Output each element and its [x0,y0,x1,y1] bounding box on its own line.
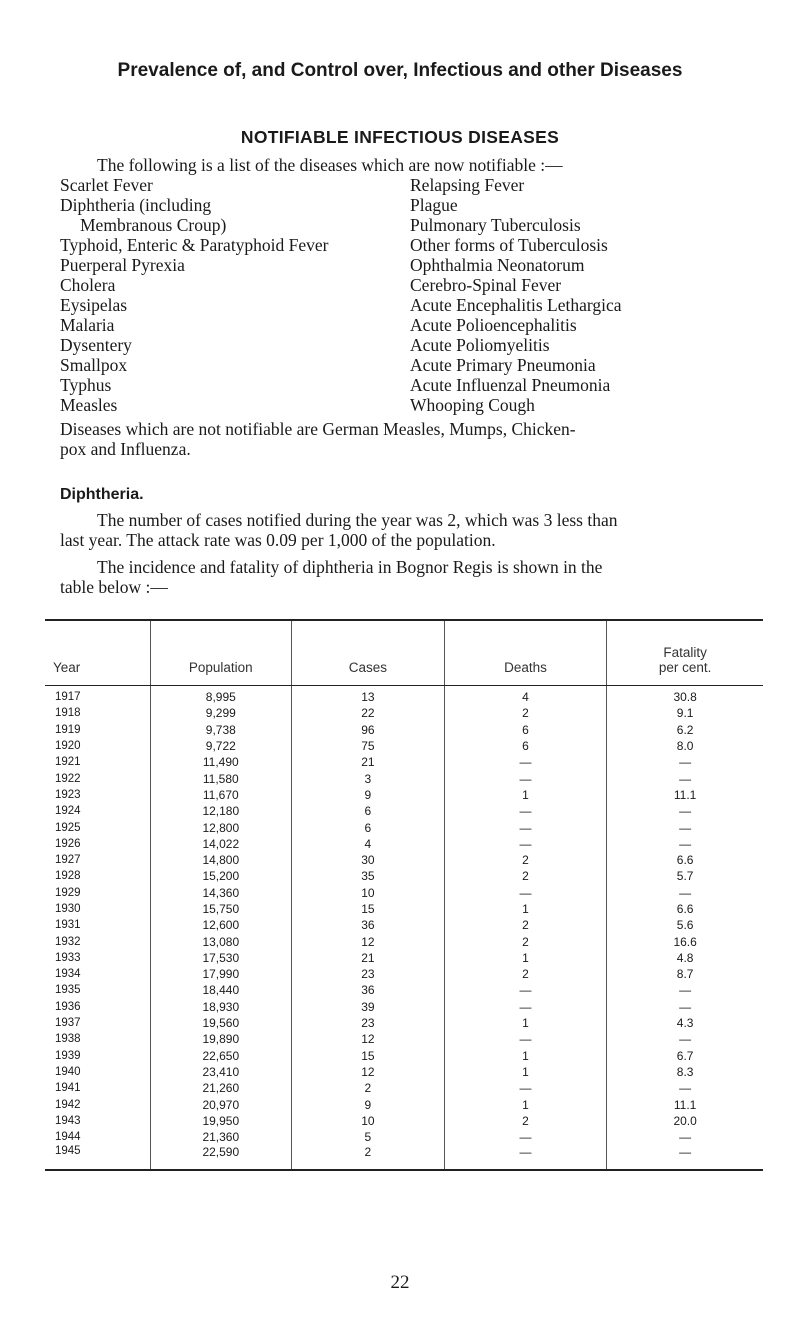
deaths-cell: 1 [444,1064,607,1080]
deaths-cell: — [444,836,607,852]
population-cell: 18,930 [150,999,291,1015]
disease-item: Acute Encephalitis Lethargica [410,295,622,315]
cases-cell: 23 [292,1015,445,1031]
fatality-cell: 11.1 [607,787,763,803]
fatality-cell: — [607,1129,763,1145]
notifiable-diseases-right-column [410,175,622,415]
year-cell: 1932 [55,935,81,948]
population-cell: 8,995 [150,686,291,706]
fatality-header-line: Fatality [663,645,707,660]
table-row [45,1015,763,1031]
disease-item: Puerperal Pyrexia [60,255,185,275]
table-body [45,686,763,1171]
cases-cell: 13 [292,686,445,706]
table-row [45,803,763,819]
year-cell: 1919 [55,723,81,736]
fatality-column-header [607,620,763,686]
year-cell: 1924 [55,805,81,818]
disease-item: Acute Primary Pneumonia [410,355,596,375]
deaths-cell: 1 [444,787,607,803]
cases-cell: 22 [292,705,445,721]
population-column-header: Population [150,620,291,686]
table-row [45,982,763,998]
population-cell: 21,260 [150,1080,291,1096]
deaths-cell: 1 [444,950,607,966]
fatality-header-line: per cent. [658,660,712,675]
year-cell: 1920 [55,740,81,753]
section-title: NOTIFIABLE INFECTIOUS DISEASES [240,127,560,147]
population-cell: 9,299 [150,705,291,721]
fatality-cell: 6.7 [607,1048,763,1064]
table-row [45,966,763,982]
incidence-fatality-table [45,619,763,1171]
deaths-cell: 2 [444,705,607,721]
table-row [45,787,763,803]
year-cell: 1936 [55,1000,81,1013]
cases-cell: 15 [292,901,445,917]
year-cell: 1929 [55,886,81,899]
intro-text: The following is a list of the diseases which are now notifiable :— [97,155,563,175]
diphtheria-table [45,619,763,1171]
cases-cell: 35 [292,868,445,884]
table-row [45,901,763,917]
diphtheria-cases-paragraph [60,510,777,550]
population-cell: 12,180 [150,803,291,819]
cases-cell: 6 [292,803,445,819]
table-row [45,917,763,933]
disease-item: Scarlet Fever [60,175,153,195]
disease-item: Diphtheria (including [60,195,212,215]
year-cell: 1922 [55,772,81,785]
paragraph-line: Diseases which are not notifiable are German Measles, Mumps, Chicken- [60,419,576,439]
table-row [45,1096,763,1112]
fatality-cell: 8.3 [607,1064,763,1080]
table-row [45,868,763,884]
disease-item: Acute Influenzal Pneumonia [410,375,611,395]
fatality-cell: 5.6 [607,917,763,933]
cases-cell: 96 [292,722,445,738]
cases-cell: 15 [292,1048,445,1064]
deaths-cell: 2 [444,852,607,868]
disease-item: Cholera [60,275,116,295]
table-row [45,1064,763,1080]
disease-item: Measles [60,395,118,415]
year-cell: 1925 [55,821,81,834]
year-cell: 1921 [55,756,81,769]
disease-item: Pulmonary Tuberculosis [410,215,581,235]
cases-cell: 30 [292,852,445,868]
fatality-cell: — [607,836,763,852]
cases-cell: 75 [292,738,445,754]
table-row [45,1113,763,1129]
year-cell: 1931 [55,919,81,932]
table-row [45,686,763,706]
cases-cell: 12 [292,933,445,949]
cases-cell: 36 [292,982,445,998]
fatality-cell: — [607,885,763,901]
fatality-cell: 6.6 [607,852,763,868]
fatality-cell: — [607,982,763,998]
table-row [45,1048,763,1064]
paragraph-line: The incidence and fatality of diphtheria in Bognor Regis is shown in the [97,557,603,577]
fatality-cell: — [607,819,763,835]
year-cell: 1923 [55,788,81,801]
population-cell: 14,360 [150,885,291,901]
table-row [45,770,763,786]
cases-cell: 21 [292,950,445,966]
notifiable-diseases-left-column [60,175,329,415]
cases-cell: 23 [292,966,445,982]
disease-item: Other forms of Tuberculosis [410,235,608,255]
disease-item: Whooping Cough [410,395,535,415]
fatality-cell: 16.6 [607,933,763,949]
fatality-cell: 4.3 [607,1015,763,1031]
deaths-cell: 2 [444,933,607,949]
deaths-cell: 2 [444,1113,607,1129]
table-row [45,852,763,868]
deaths-cell: — [444,754,607,770]
year-cell: 1928 [55,870,81,883]
cases-cell: 36 [292,917,445,933]
deaths-cell: 2 [444,917,607,933]
table-header-row [45,620,763,686]
population-cell: 19,950 [150,1113,291,1129]
table-row [45,754,763,770]
deaths-cell: 1 [444,1048,607,1064]
disease-item: Dysentery [60,335,132,355]
population-cell: 15,200 [150,868,291,884]
year-cell: 1941 [55,1082,81,1095]
year-cell: 1943 [55,1114,81,1127]
cases-cell: 4 [292,836,445,852]
fatality-cell: — [607,1080,763,1096]
cases-cell: 9 [292,787,445,803]
paragraph-line: pox and Influenza. [60,439,191,459]
table-row [45,1129,763,1145]
population-cell: 9,738 [150,722,291,738]
fatality-cell: 6.2 [607,722,763,738]
table-row [45,1145,763,1170]
deaths-cell: 6 [444,738,607,754]
cases-cell: 10 [292,1113,445,1129]
fatality-cell: 6.6 [607,901,763,917]
population-cell: 12,600 [150,917,291,933]
deaths-cell: — [444,803,607,819]
cases-cell: 39 [292,999,445,1015]
fatality-cell: 8.7 [607,966,763,982]
table-row [45,950,763,966]
fatality-cell: — [607,770,763,786]
table-row [45,933,763,949]
cases-cell: 12 [292,1064,445,1080]
table-row [45,705,763,721]
population-cell: 21,360 [150,1129,291,1145]
year-cell: 1927 [55,854,81,867]
disease-item: Acute Polioencephalitis [410,315,577,335]
disease-item: Malaria [60,315,115,335]
fatality-cell: 11.1 [607,1096,763,1112]
disease-item: Acute Poliomyelitis [410,335,550,355]
fatality-cell: — [607,803,763,819]
population-cell: 20,970 [150,1096,291,1112]
year-cell: 1935 [55,984,81,997]
cases-cell: 6 [292,819,445,835]
disease-item: Relapsing Fever [410,175,525,195]
fatality-cell: 5.7 [607,868,763,884]
table-row [45,885,763,901]
table-intro-paragraph [60,557,777,597]
cases-column-header: Cases [292,620,445,686]
population-cell: 13,080 [150,933,291,949]
not-notifiable-paragraph [60,419,750,459]
deaths-cell: — [444,1031,607,1047]
population-cell: 11,580 [150,770,291,786]
year-cell: 1945 [45,1145,150,1170]
population-cell: 11,670 [150,787,291,803]
fatality-cell: 20.0 [607,1113,763,1129]
deaths-cell: 4 [444,686,607,706]
population-cell: 15,750 [150,901,291,917]
deaths-cell: — [444,1129,607,1145]
population-cell: 14,022 [150,836,291,852]
deaths-cell: 1 [444,1015,607,1031]
population-cell: 14,800 [150,852,291,868]
year-cell: 1934 [55,968,81,981]
disease-item: Cerebro-Spinal Fever [410,275,562,295]
deaths-cell: 2 [444,966,607,982]
disease-item: Typhoid, Enteric & Paratyphoid Fever [60,235,329,255]
table-row [45,819,763,835]
deaths-cell: 6 [444,722,607,738]
deaths-cell: 1 [444,901,607,917]
population-cell: 9,722 [150,738,291,754]
year-cell: 1930 [55,903,81,915]
paragraph-line: last year. The attack rate was 0.09 per 1,000 of the population. [60,530,496,550]
disease-item: Plague [410,195,458,215]
fatality-cell: 30.8 [607,686,763,706]
fatality-cell: — [607,999,763,1015]
year-cell: 1939 [55,1049,81,1062]
disease-item: Typhus [60,375,112,395]
cases-cell: 9 [292,1096,445,1112]
population-cell: 18,440 [150,982,291,998]
year-cell: 1944 [55,1131,81,1144]
year-cell: 1942 [55,1098,81,1111]
year-cell: 1937 [55,1017,81,1030]
cases-cell: 2 [292,1145,445,1170]
population-cell: 17,990 [150,966,291,982]
deaths-cell: — [444,819,607,835]
year-cell: 1938 [55,1033,81,1046]
fatality-cell: — [607,1145,763,1170]
page-header: Prevalence of, and Control over, Infectious and other Diseases [117,60,683,81]
population-cell: 11,490 [150,754,291,770]
cases-cell: 10 [292,885,445,901]
cases-cell: 3 [292,770,445,786]
table-row [45,836,763,852]
diphtheria-heading: Diphtheria. [60,486,144,503]
deaths-cell: — [444,982,607,998]
fatality-cell: — [607,754,763,770]
population-cell: 22,590 [150,1145,291,1170]
cases-cell: 12 [292,1031,445,1047]
year-cell: 1933 [55,951,81,964]
deaths-cell: — [444,999,607,1015]
fatality-cell: 9.1 [607,705,763,721]
year-cell: 1918 [55,707,81,720]
table-row [45,722,763,738]
deaths-cell: — [444,885,607,901]
disease-item: Smallpox [60,355,128,375]
page-number: 22 [390,1272,410,1293]
table-row [45,1080,763,1096]
deaths-column-header: Deaths [444,620,607,686]
paragraph-line: The number of cases notified during the year was 2, which was 3 less than [97,510,618,530]
cases-cell: 21 [292,754,445,770]
population-cell: 12,800 [150,819,291,835]
table-row [45,738,763,754]
table-row [45,999,763,1015]
year-column-header: Year [45,620,150,686]
disease-item: Ophthalmia Neonatorum [410,255,585,275]
year-cell: 1940 [55,1065,81,1078]
population-cell: 17,530 [150,950,291,966]
cases-cell: 2 [292,1080,445,1096]
year-cell: 1917 [55,691,81,704]
fatality-cell: 8.0 [607,738,763,754]
population-cell: 19,890 [150,1031,291,1047]
deaths-cell: — [444,1080,607,1096]
population-cell: 22,650 [150,1048,291,1064]
fatality-cell: 4.8 [607,950,763,966]
population-cell: 23,410 [150,1064,291,1080]
cases-cell: 5 [292,1129,445,1145]
paragraph-line: table below :— [60,577,168,597]
disease-item: Eysipelas [60,295,128,315]
deaths-cell: 1 [444,1096,607,1112]
disease-item: Membranous Croup) [80,215,227,235]
population-cell: 19,560 [150,1015,291,1031]
deaths-cell: — [444,770,607,786]
table-row [45,1031,763,1047]
year-cell: 1926 [55,837,81,850]
deaths-cell: — [444,1145,607,1170]
fatality-cell: — [607,1031,763,1047]
deaths-cell: 2 [444,868,607,884]
